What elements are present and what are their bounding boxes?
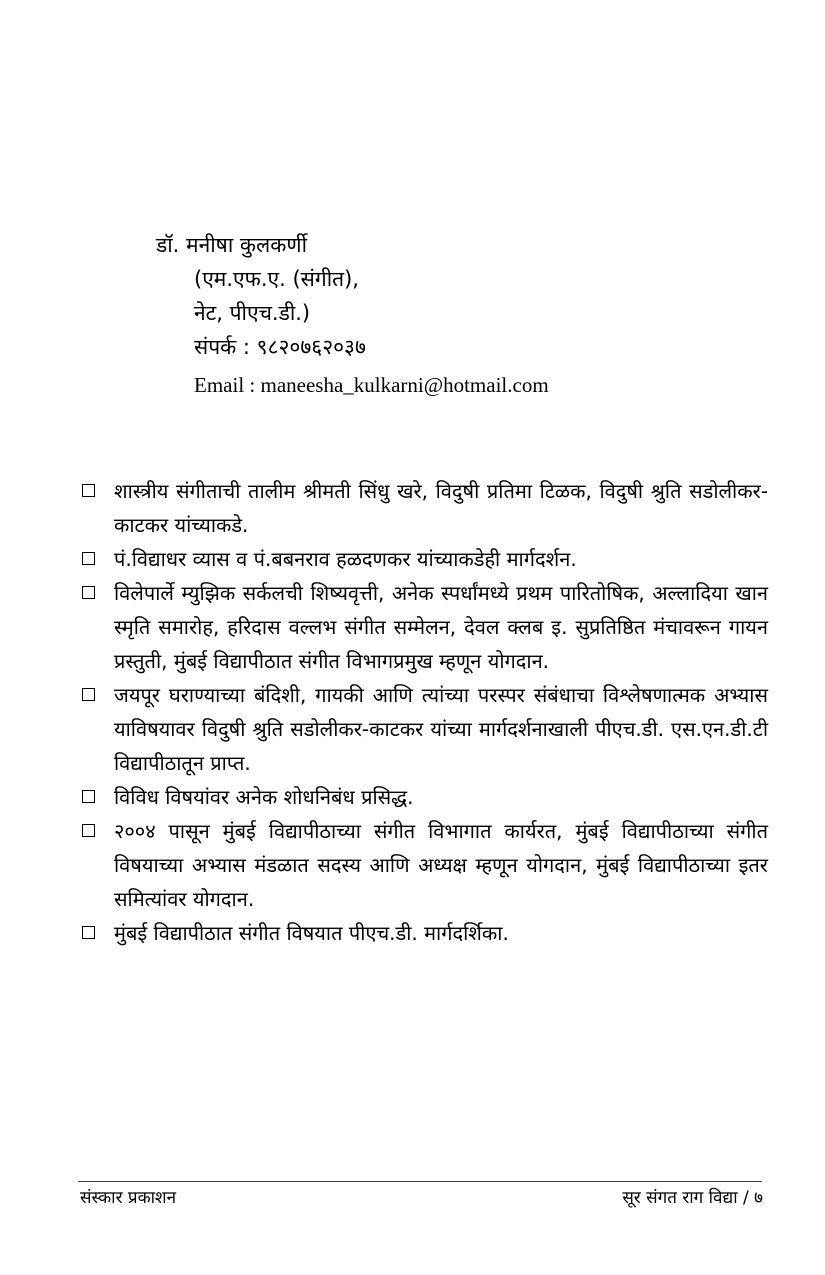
list-item [78, 916, 768, 950]
list-item-text: पं.विद्याधर व्यास व पं.बबनराव हळदणकर यांच्याकडेही मार्गदर्शन. [114, 547, 577, 571]
author-name: डॉ. मनीषा कुलकर्णी [156, 233, 308, 257]
author-details [194, 262, 676, 402]
footer-divider [78, 1181, 762, 1182]
list-item [78, 576, 768, 678]
checkbox-bullet-icon [78, 916, 114, 939]
list-item [78, 474, 768, 542]
footer-book-page: सूर संगत राग विद्या / ७ [622, 1188, 763, 1208]
list-item-text: शास्त्रीय संगीताची तालीम श्रीमती सिंधु खरे, विदुषी प्रतिमा टिळक, विदुषी श्रुति सडोलीकर-काटकर यांच्याकडे. [114, 479, 768, 537]
checkbox-bullet-icon [78, 678, 114, 701]
author-block [156, 228, 676, 402]
list-item-text: जयपूर घराण्याच्या बंदिशी, गायकी आणि त्यांच्या परस्पर संबंधाचा विश्लेषणात्मक अभ्यास याविषयावर विदुषी श्रुति सडोलीकर-काटकर यांच्या मार्गदर्शनाखाली पीएच.डी. एस.एन.डी.टी विद्यापीठातून प्राप्त. [114, 683, 768, 775]
author-contact: संपर्क : ९८२०७६२०३७ [194, 335, 366, 359]
author-email: Email : maneesha_kulkarni@hotmail.com [194, 373, 549, 397]
list-item [78, 780, 768, 814]
biography-list [78, 474, 768, 950]
list-item [78, 542, 768, 576]
list-item [78, 678, 768, 780]
checkbox-bullet-icon [78, 576, 114, 599]
list-item-text: मुंबई विद्यापीठात संगीत विषयात पीएच.डी. मार्गदर्शिका. [114, 921, 509, 945]
list-item-text: विलेपार्ले म्युझिक सर्कलची शिष्यवृत्ती, अनेक स्पर्धांमध्ये प्रथम पारितोषिक, अल्लादिया खान स्मृति समारोह, हरिदास वल्लभ संगीत सम्मेलन, देवल क्लब इ. सुप्रतिष्ठित मंचावरून गायन प्रस्तुती, मुंबई विद्यापीठात संगीत विभागप्रमुख म्हणून योगदान. [114, 581, 768, 673]
author-qualification-line1: (एम.एफ.ए. (संगीत), [194, 267, 359, 291]
author-qualification-line2: नेट, पीएच.डी.) [194, 301, 311, 325]
checkbox-bullet-icon [78, 474, 114, 497]
checkbox-bullet-icon [78, 814, 114, 837]
list-item-text: २००४ पासून मुंबई विद्यापीठाच्या संगीत विभागात कार्यरत, मुंबई विद्यापीठाच्या संगीत विषयाच्या अभ्यास मंडळात सदस्य आणि अध्यक्ष म्हणून योगदान, मुंबई विद्यापीठाच्या इतर समित्यांवर योगदान. [114, 819, 768, 911]
footer-publisher: संस्कार प्रकाशन [80, 1188, 177, 1208]
list-item [78, 814, 768, 916]
list-item-text: विविध विषयांवर अनेक शोधनिबंध प्रसिद्ध. [114, 785, 414, 809]
checkbox-bullet-icon [78, 780, 114, 803]
checkbox-bullet-icon [78, 542, 114, 565]
